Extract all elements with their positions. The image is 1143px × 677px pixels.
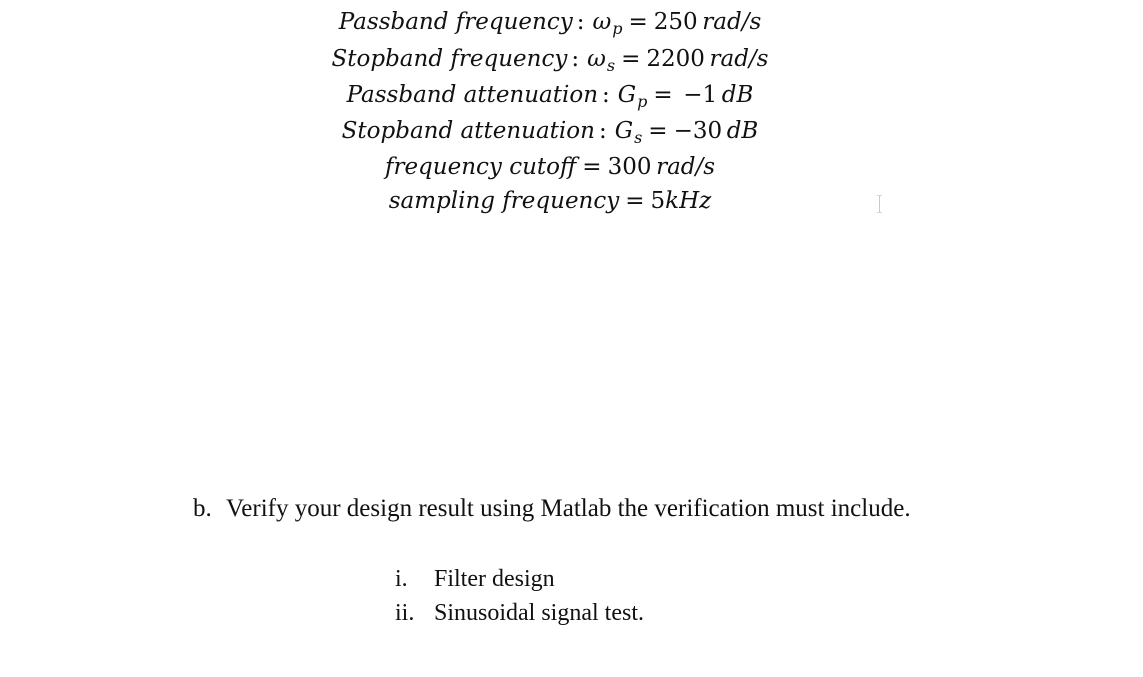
text-cursor-icon [877, 195, 883, 213]
spec-sampling-frequency: sampling frequency = 5kHz [388, 188, 712, 214]
spec-label: Passband frequency [338, 9, 573, 35]
part-b-text: Verify your design result using Matlab the verification must include. [226, 495, 911, 522]
part-b-marker: b. [193, 495, 212, 522]
spec-stopband-attenuation: Stopband attenuation : $G_s = -30$ dB [341, 118, 759, 147]
spec-passband-attenuation: Passband attenuation : $G_p = -1$ dB [346, 82, 754, 111]
spec-symbol: ω [592, 9, 612, 35]
verification-list [395, 562, 644, 630]
list-item [395, 562, 644, 596]
spec-unit: rad/s [702, 9, 762, 35]
spec-subscript: s [634, 128, 643, 147]
spec-frequency-cutoff: frequency cutoff = 300 rad/s [384, 154, 716, 180]
spec-symbol: G [614, 118, 634, 144]
spec-label: frequency cutoff [384, 154, 577, 180]
list-item-numeral: i. [395, 566, 408, 592]
spec-value: 250 [653, 9, 698, 35]
spec-passband-frequency: Passband frequency : $\omega_p = 250$ rad/s [338, 9, 762, 38]
spec-unit: dB [721, 82, 754, 108]
list-item [395, 596, 644, 630]
spec-label: Stopband frequency [331, 46, 568, 72]
spec-symbol: ω [587, 46, 606, 72]
spec-unit: kHz [665, 188, 712, 214]
spec-value: −30 [673, 118, 723, 144]
list-item-text: Sinusoidal signal test. [434, 600, 644, 626]
spec-unit: rad/s [656, 154, 716, 180]
spec-value: 300 [607, 154, 652, 180]
question-part-b [193, 493, 911, 525]
spec-value: −1 [683, 82, 718, 108]
spec-label: Stopband attenuation [341, 118, 595, 144]
spec-label: Passband attenuation [346, 82, 599, 108]
spec-symbol: G [617, 82, 637, 108]
spec-stopband-frequency: Stopband frequency : $\omega_s = 2200$ rad/s [331, 46, 769, 75]
list-item-text: Filter design [434, 566, 555, 592]
spec-value: 2200 [646, 46, 705, 72]
spec-subscript: p [612, 19, 623, 38]
spec-label: sampling frequency [388, 188, 620, 214]
spec-subscript: p [637, 92, 648, 111]
list-item-numeral: ii. [395, 600, 415, 626]
spec-value: 5 [650, 188, 666, 214]
spec-unit: rad/s [709, 46, 769, 72]
spec-subscript: s [606, 56, 616, 75]
spec-unit: dB [726, 118, 759, 144]
